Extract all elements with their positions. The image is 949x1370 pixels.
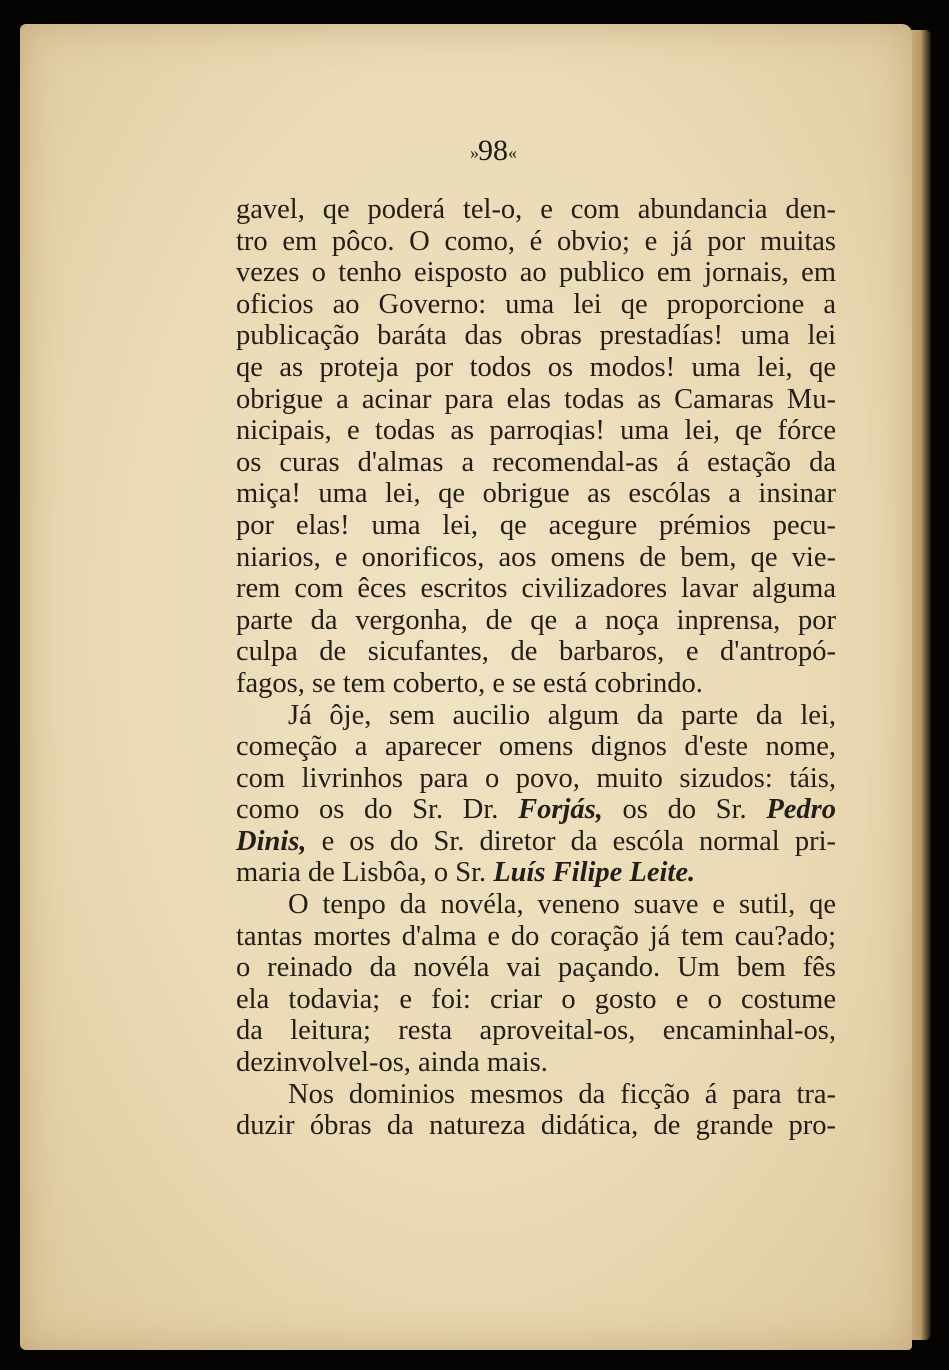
paragraph-first-line: Nos dominios mesmos da ficção á para tra- [288,1078,836,1110]
text-line: da leitura; resta aproveital-os, encaminhal-os, [236,1015,836,1047]
author-name-italic: Dinis, [236,825,307,857]
page-number-header [470,134,590,168]
text-line: tro em pôco. O como, é obvio; e já por muitas [236,225,836,257]
page-number: 98 [478,134,508,167]
folio-ornament-left: » [470,142,478,163]
text-line: publicação baráta das obras prestadías! uma lei [236,320,836,352]
text-line: por elas! uma lei, qe acegure prémios pecu- [236,509,836,541]
text-line: fagos, se tem coberto, e se está cobrindo. [236,667,703,699]
line-text: os do Sr. [602,794,767,826]
author-name-italic: Pedro [766,794,836,826]
text-line: nicipais, e todas as parroqias! uma lei, qe fórce [236,415,836,447]
text-line: parte da vergonha, de qe a noça inprensa, por [236,604,836,636]
text-line: o reinado da novéla vai paçando. Um bem fês [236,952,836,984]
text-line: dezinvolvel-os, ainda mais. [236,1047,548,1079]
text-line: niarios, e onorificos, aos omens de bem, qe vie- [236,541,836,573]
text-line: rem com êces escritos civilizadores lavar alguma [236,573,836,605]
text-line: ela todavia; e foi: criar o gosto e o costume [236,983,836,1015]
line-text: e os do Sr. diretor da escóla normal pri- [306,825,836,857]
text-line: os curas d'almas a recomendal-as á estação da [236,446,836,478]
text-line: gavel, qe poderá tel-o, e com abundancia den- [236,194,836,225]
author-name-italic: Forjás, [518,794,603,826]
paragraph-first-line: Já ôje, sem aucilio algum da parte da lei, [288,699,836,731]
text-line [236,794,836,826]
text-line: vezes o tenho eisposto ao publico em jornais, em [236,257,836,289]
text-line: duzir óbras da natureza didática, de grande pro- [236,1110,836,1142]
text-line: oficios ao Governo: uma lei qe proporcione a [236,288,836,320]
text-line [236,826,836,858]
paragraph-first-line: O tenpo da novéla, veneno suave e sutil, qe [288,889,836,921]
line-text: como os do Sr. Dr. [236,794,519,826]
text-line: começão a aparecer omens dignos d'este nome, [236,731,836,763]
author-name-italic: Luís Filipe Leite. [493,857,696,889]
text-line: miça! uma lei, qe obrigue as escólas a insinar [236,478,836,510]
line-text: maria de Lisbôa, o Sr. [236,857,494,889]
text-line [236,857,836,889]
text-line: tantas mortes d'alma e do coração já tem cau?ado; [236,920,836,952]
folio-ornament-right: « [508,142,516,163]
text-line: culpa de sicufantes, de barbaros, e d'antropó- [236,636,836,668]
text-line: com livrinhos para o povo, muito sizudos: táis, [236,762,836,794]
text-line: obrigue a acinar para elas todas as Camaras Mu- [236,383,836,415]
text-line: qe as proteja por todos os modos! uma lei, qe [236,351,836,383]
body-text [236,194,836,1142]
